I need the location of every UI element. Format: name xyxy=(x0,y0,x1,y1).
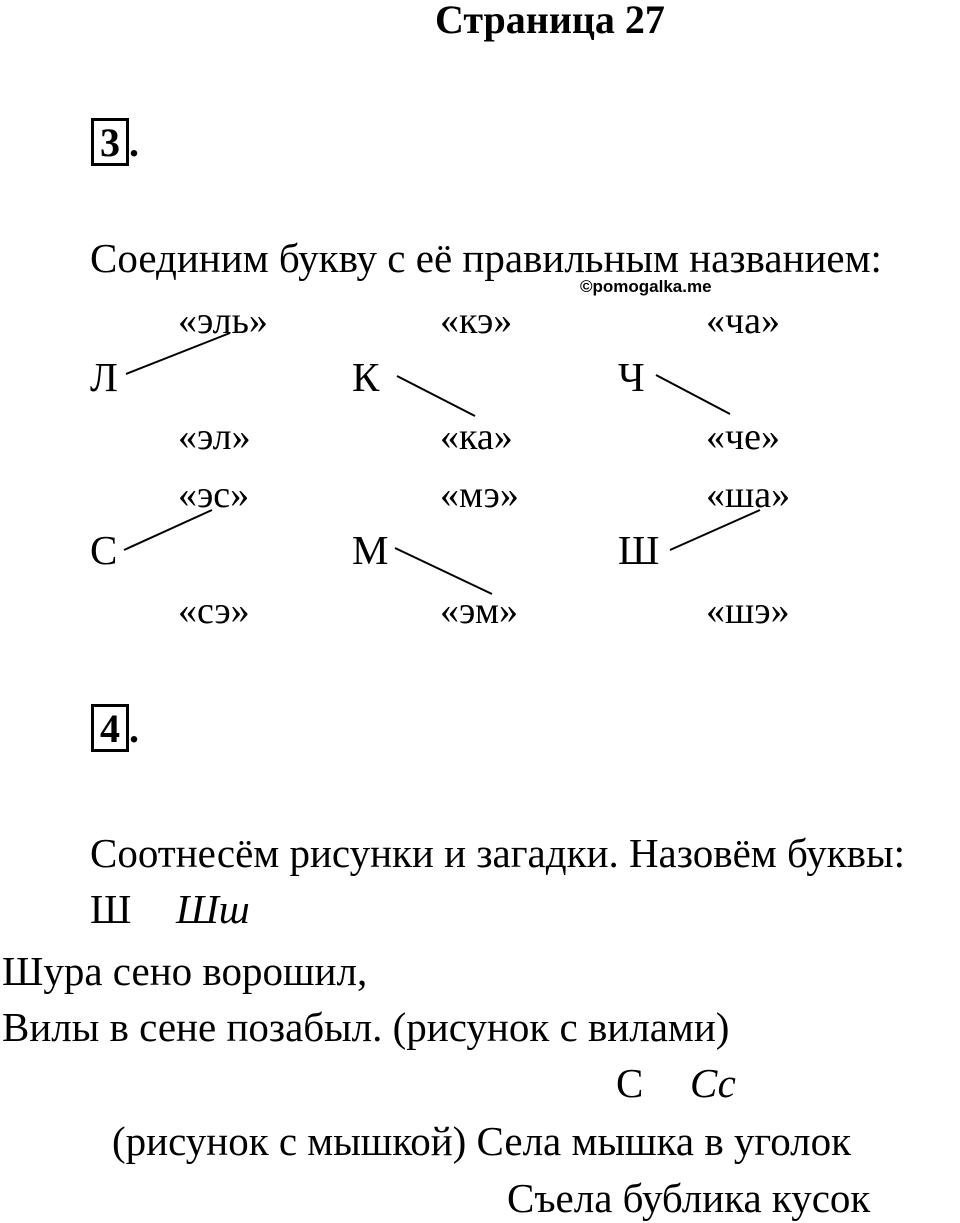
option-el-long: «эль» xyxy=(178,300,268,342)
option-em: «эм» xyxy=(440,590,519,632)
letter-l: Л xyxy=(90,354,118,400)
riddle-1-line-2: Вилы в сене позабыл. (рисунок с вилами) xyxy=(2,1004,730,1050)
task-3-number: 3 . xyxy=(91,118,139,166)
task-number-box: 4 xyxy=(91,704,129,752)
option-el-short: «эл» xyxy=(178,416,251,458)
riddle-2-line-2: Съела бублика кусок xyxy=(507,1175,871,1221)
option-es: «эс» xyxy=(178,474,250,516)
letter-ch: Ч xyxy=(618,354,645,400)
connector-m-em xyxy=(395,548,492,594)
letter-sh-script: Шш xyxy=(176,886,250,932)
option-ke: «кэ» xyxy=(440,300,513,342)
letter-s-print: С xyxy=(616,1060,644,1106)
letter-s: С xyxy=(90,527,118,573)
connector-sh-sha xyxy=(670,510,760,550)
letter-s-script: Сс xyxy=(690,1060,736,1106)
connector-l-el xyxy=(126,333,230,374)
letter-m: М xyxy=(352,527,389,573)
watermark: ©pomogalka.me xyxy=(580,277,712,296)
task-number-box: 3 xyxy=(91,118,129,166)
task-3-instruction: Соединим букву с её правильным названием: xyxy=(90,235,882,281)
option-che: «че» xyxy=(706,416,780,458)
connector-k-ka xyxy=(397,376,475,416)
page-title: Страница 27 xyxy=(435,0,665,42)
letter-k: К xyxy=(352,354,380,400)
connector-ch-che xyxy=(656,375,730,414)
letter-sh-print: Ш xyxy=(90,886,132,932)
riddle-1-line-1: Шура сено ворошил, xyxy=(2,948,368,994)
task-4-number: 4 . xyxy=(91,704,139,752)
task-4-instruction: Соотнесём рисунки и загадки. Назовём буквы: xyxy=(90,830,905,876)
letter-sh: Ш xyxy=(618,527,660,573)
option-cha: «ча» xyxy=(706,300,780,342)
option-se: «сэ» xyxy=(178,590,250,632)
option-sha: «ша» xyxy=(706,474,791,516)
option-me: «мэ» xyxy=(440,474,519,516)
option-ka: «ка» xyxy=(440,416,513,458)
riddle-2-line-1: (рисунок с мышкой) Села мышка в уголок xyxy=(112,1118,852,1164)
option-she: «шэ» xyxy=(706,590,790,632)
connector-s-es xyxy=(124,510,212,550)
